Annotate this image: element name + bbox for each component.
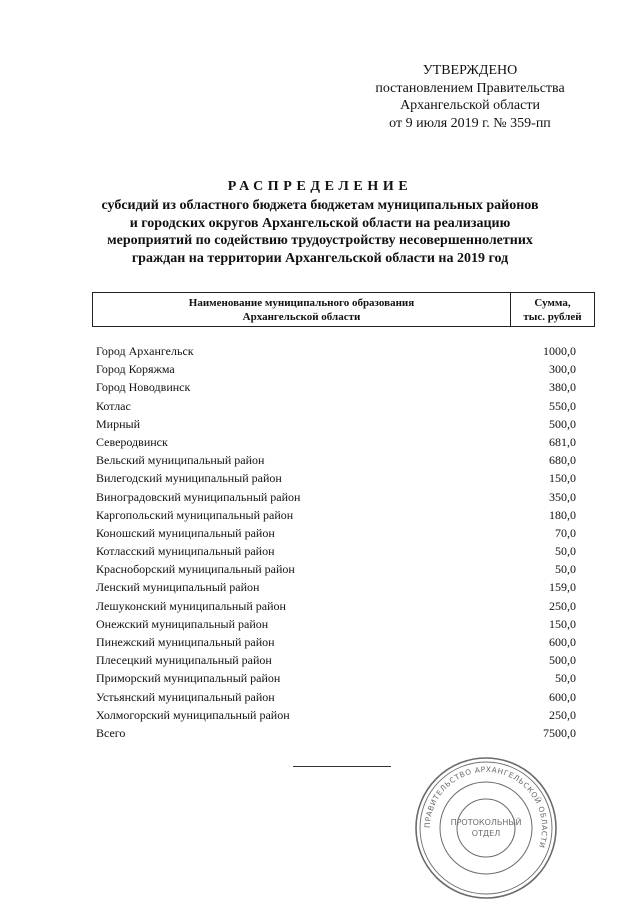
table-row (96, 524, 576, 542)
municipality-name: Мирный (96, 416, 140, 431)
subtitle-line-2: и городских округов Архангельской области на реализацию (129, 215, 511, 231)
approval-region: Архангельской области (400, 98, 540, 113)
header-sum-cell (511, 293, 594, 326)
municipality-name: Онежский муниципальный район (96, 616, 269, 631)
subsidy-amount: 680,0 (549, 453, 576, 468)
subsidy-amount: 681,0 (549, 434, 576, 449)
approval-block (372, 62, 568, 132)
subsidy-amount: 50,0 (555, 562, 576, 577)
municipality-name: Лешуконский муниципальный район (96, 598, 286, 613)
table-row (96, 597, 576, 615)
table-row (96, 342, 576, 360)
stamp-outer-text: ПРАВИТЕЛЬСТВО АРХАНГЕЛЬСКОЙ ОБЛАСТИ (422, 764, 550, 850)
municipality-name: Северодвинск (96, 434, 168, 449)
municipality-name: Город Архангельск (96, 344, 194, 358)
subsidy-amount: 600,0 (549, 635, 576, 649)
total-label: Всего (96, 725, 126, 740)
table-body (96, 342, 576, 742)
municipality-name: Ленский муниципальный район (96, 580, 260, 595)
approval-issuer: постановлением Правительства (375, 80, 565, 96)
table-row (96, 615, 576, 633)
table-row (96, 560, 576, 578)
table-row (96, 542, 576, 560)
table-row (96, 451, 576, 469)
total-amount: 7500,0 (543, 725, 576, 740)
table-row (96, 433, 576, 451)
municipality-name: Холмогорский муниципальный район (96, 707, 290, 722)
subsidy-amount: 550,0 (549, 398, 576, 413)
table-header (92, 292, 595, 327)
stamp-outer-ring (416, 758, 556, 898)
header-sum-line-2: тыс. рублей (523, 310, 582, 323)
table-row (96, 688, 576, 706)
table-row (96, 651, 576, 669)
stamp-center-line-1: ПРОТОКОЛЬНЫЙ (450, 818, 522, 827)
table-row (96, 415, 576, 433)
municipality-name: Красноборский муниципальный район (96, 562, 295, 577)
subsidy-amount: 380,0 (549, 380, 576, 395)
subsidy-amount: 300,0 (549, 362, 576, 377)
header-name-line-2: Архангельской области (242, 310, 361, 323)
municipality-name: Устьянский муниципальный район (96, 689, 275, 704)
subsidy-amount: 180,0 (549, 507, 576, 522)
subsidy-amount: 250,0 (549, 598, 576, 613)
table-row (96, 360, 576, 378)
table-row (96, 706, 576, 724)
subsidy-amount: 159,0 (549, 580, 576, 595)
header-sum-line-1: Сумма, (534, 296, 571, 309)
header-name-cell (93, 293, 511, 326)
table-row (96, 397, 576, 415)
subsidy-amount: 1000,0 (543, 344, 576, 358)
subsidy-amount: 150,0 (549, 471, 576, 486)
signature-line (293, 766, 391, 767)
subsidy-amount: 500,0 (549, 653, 576, 668)
subtitle-line-4: граждан на территории Архангельской области на 2019 год (131, 250, 509, 266)
approval-title: УТВЕРЖДЕНО (422, 63, 518, 78)
table-row (96, 669, 576, 687)
stamp-middle-ring (440, 782, 532, 874)
municipality-name: Вилегодский муниципальный район (96, 471, 282, 486)
subsidy-amount: 150,0 (549, 616, 576, 631)
subsidy-amount: 350,0 (549, 489, 576, 504)
municipality-name: Вельский муниципальный район (96, 453, 265, 468)
subsidy-amount: 600,0 (549, 689, 576, 704)
municipality-name: Каргопольский муниципальный район (96, 507, 294, 522)
table-row (96, 488, 576, 506)
stamp-center-line-2: ОТДЕЛ (471, 829, 501, 838)
subsidy-amount: 50,0 (555, 544, 576, 559)
subtitle-line-3: мероприятий по содействию трудоустройству несовершеннолетних (107, 233, 533, 248)
header-name-line-1: Наименование муниципального образования (188, 296, 415, 309)
municipality-name: Город Коряжма (96, 362, 175, 377)
municipality-name: Город Новодвинск (96, 380, 191, 395)
subsidy-amount: 500,0 (549, 416, 576, 431)
municipality-name: Коношский муниципальный район (96, 525, 275, 540)
subsidy-amount: 70,0 (555, 525, 576, 540)
subsidy-amount: 250,0 (549, 707, 576, 722)
official-stamp (412, 754, 560, 902)
total-row (96, 724, 576, 742)
table-row (96, 578, 576, 596)
table-row (96, 378, 576, 396)
document-title: РАСПРЕДЕЛЕНИЕ (227, 179, 413, 194)
municipality-name: Котласский муниципальный район (96, 544, 275, 559)
municipality-name: Приморский муниципальный район (96, 671, 281, 686)
stamp-inner-ring (457, 799, 515, 857)
municipality-name: Плесецкий муниципальный район (96, 653, 272, 668)
municipality-name: Пинежский муниципальный район (96, 635, 275, 649)
table-row (96, 469, 576, 487)
subtitle-line-1: субсидий из областного бюджета бюджетам муниципальных районов (101, 198, 539, 213)
approval-date: от 9 июля 2019 г. № 359-пп (389, 115, 551, 131)
document-subtitle (60, 197, 580, 267)
municipality-name: Виноградовский муниципальный район (96, 489, 301, 504)
subsidy-amount: 50,0 (555, 671, 576, 686)
municipality-name: Котлас (96, 398, 131, 413)
table-row (96, 506, 576, 524)
table-row (96, 633, 576, 651)
